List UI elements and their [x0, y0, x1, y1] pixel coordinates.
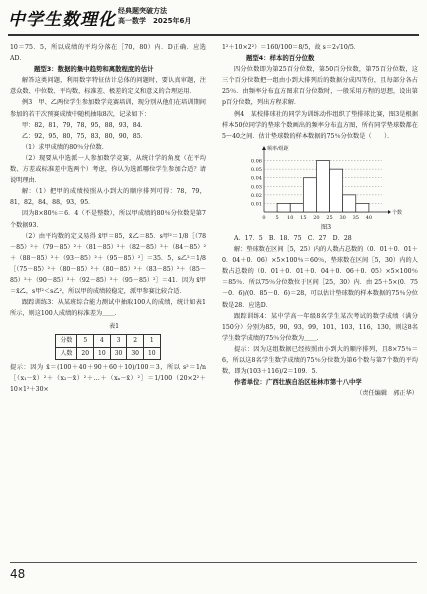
table-cell: 3: [110, 335, 127, 347]
exercise-paragraph: 跟踪训练4：某中学高一年级8名学生某次考试的数学成绩（满分150分）分别为85，90，93，99，101，103，116，130，则这8名学生数学成绩的75％分位数为＿＿．: [222, 312, 418, 342]
table-cell: 1: [143, 335, 160, 347]
table-caption: 表1: [108, 323, 120, 331]
table-cell: 20: [77, 347, 94, 359]
data-line: 甲：82，81，79，78，95，88，93，84．: [22, 121, 147, 129]
author-affiliation: 作者单位：广西壮族自治区桂林市第十八中学: [234, 378, 362, 387]
footer-rule: [10, 562, 417, 563]
table-cell: 10: [143, 347, 160, 359]
section-heading: 题型4：样本的百分位数: [246, 54, 315, 63]
page-header: [0, 0, 427, 38]
hint-paragraph: 提示：因为这组数据已经按照由小到大的顺序排列，且8×75％＝6，所以这8名学生数学成绩的75％分位数为第6个数与第7个数的平均数，即为(103＋116)/2＝109．5．: [222, 345, 418, 376]
x-tick-label: 30: [339, 214, 346, 221]
x-tick-label: 5: [275, 214, 279, 221]
solution-paragraph: 解：垫球数在区间［5，25）内的人数占总数的（0．01＋0．01＋0．04＋0．06）×5×100％＝60％，垫球数在区间［5，30）内的人数占总数的（0．01＋0．01＋0．04＋0．06＋0．05）×5×100％＝85％．所以75％分位数位于区间［25，30）内．由 25＋5×(0．75－0．6)/(0．85－0．6)＝28，可以估计垫球数的样本数据的75％分位数是28．应选D．: [222, 246, 418, 309]
histogram-bar: [316, 160, 329, 211]
x-tick-label: 40: [365, 214, 373, 221]
histogram-chart: [242, 144, 403, 222]
table-cell: 30: [127, 347, 144, 359]
x-axis-arrow: [388, 210, 391, 214]
question-line: （1）求甲成绩的80％分位数．: [22, 143, 109, 151]
data-line: 乙：92，95，80，75，83，80，90，85．: [22, 132, 147, 140]
y-tick-label: 0.02: [250, 192, 262, 199]
paragraph: 解答这类问题，利用数字特征估计总体的问题时，要认真审题，注意众数、中位数、平均数、标准差、极差的定义和意义的合理运用．: [10, 77, 206, 96]
figure-caption: 图3: [320, 223, 332, 231]
hint-paragraph: 提示：因为 x̄＝(100＋40＋90＋60＋10)/100＝3，所以 s²＝1/n［（x₁－x̄）²＋（x₂－x̄）²＋…＋（xₙ－x̄）²］＝1/100（20×2²＋10×1²＋30×: [10, 363, 206, 393]
answer-choices: A．17．5 B．18．75 C．27 D．28: [234, 234, 352, 242]
histogram-figure: [242, 144, 403, 222]
histogram-bar: [303, 178, 316, 212]
y-tick-label: 0.01: [250, 201, 262, 208]
histogram-bar: [343, 195, 356, 212]
journal-logo: 中学生数理化: [8, 10, 116, 30]
table-row: [56, 335, 160, 347]
table-cell: 10: [94, 347, 111, 359]
exercise-paragraph: 跟踪训练3：从某班综合能力测试中抽取100人的成绩，统计如表1所示，则这100人成绩的标准差为＿＿．: [10, 299, 206, 318]
x-tick-label: 10: [287, 214, 294, 221]
header-rule: [8, 34, 419, 36]
table-cell: 5: [77, 335, 94, 347]
editor-credit: （责任编辑 郭正华）: [356, 390, 418, 398]
x-axis-label: 个数: [392, 209, 403, 216]
y-tick-label: 0.05: [250, 166, 262, 173]
table-cell: 2: [127, 335, 144, 347]
x-tick-label: 35: [352, 214, 359, 221]
histogram-bar: [290, 203, 303, 212]
solution-paragraph: 因为8×80％＝6．4（不是整数），所以甲成绩的80％分位数是第7个数据93．: [10, 210, 206, 229]
histogram-bar: [330, 169, 343, 212]
header-column-name: 经典题突破方法: [118, 7, 167, 15]
solution-paragraph: （2）由平均数的定义易得 x̄甲＝85，x̄乙＝85．s甲²＝1/8［（78－85）²＋（79－85）²＋（81－85）²＋（82－85）²＋（84－85）²＋（88－85）²＋（93－85）²＋（95－85）²］＝35．5，s乙²＝1/8［（75－85）²＋（80－85）²＋（80－85）²＋（83－85）²＋（85－85）²＋（90－85）²＋（92－85）²＋（95－85）²］＝41．因为 x̄甲＝x̄乙，s甲²＜s乙²，所以甲的成绩较稳定，派甲参赛比较合适．: [10, 232, 206, 296]
solution-paragraph: 解：（1）把甲的成绩按照从小到大的顺序排列可得：78，79，81，82，84，88，93，95．: [10, 188, 206, 207]
header-tagline: [118, 6, 191, 26]
right-column: [222, 42, 418, 399]
x-tick-label: 0: [262, 214, 266, 221]
table-cell: 30: [110, 347, 127, 359]
table-cell: 分数: [56, 335, 77, 347]
x-tick-label: 20: [313, 214, 320, 221]
histogram-bar: [356, 203, 369, 212]
histogram-bar: [277, 203, 290, 212]
example-paragraph: 例4 某校排球社的同学为训练动作组织了垫排球比赛，图3是根据样本50位同学的垫球个数画出的频率分布直方图，所有同学垫球数都在5～40之间．估计垫球数的样本数据的75％分位数是（ ）．: [222, 110, 418, 140]
left-column: [10, 42, 206, 395]
table-cell: 4: [94, 335, 111, 347]
y-tick-label: 0.04: [250, 175, 262, 182]
section-heading: 题型3：数据的集中趋势和离散程度的估计: [34, 65, 154, 74]
y-axis-arrow: [262, 146, 266, 150]
header-issue: 高一数学 2025年6月: [118, 17, 192, 25]
table-cell: 人数: [56, 347, 77, 359]
paragraph: 10＝75．5，所以成绩的平均分落在［70，80）内．D正确．应选AD．: [10, 44, 206, 63]
y-tick-label: 0.06: [250, 158, 262, 165]
x-tick-label: 25: [326, 214, 333, 221]
paragraph: 四分位数即为第25百分位数，第50百分位数，第75百分位数，这三个百分位数把一组由小到大排列后的数据分成四等份，且每部分各占25％．由频率分布直方图求百分位数时，一般采用方程的思想，设出第p百分位数，列出方程求解．: [222, 66, 418, 107]
question-line: （2）现要从中选派一人参加数学竞赛，从统计学的角度（在平均数、方差或标准差中选两个）考虑，你认为选派哪位学生参加合适？请说明理由．: [10, 154, 206, 185]
example-paragraph: 例3 甲、乙两位学生参加数学竞赛培训，现分别从他们在培训期间参加的若干次预赛成绩中随机抽取8次，记录如下：: [10, 99, 206, 118]
y-axis-label: 频率/组距: [267, 145, 289, 152]
paragraph: 1²＋10×2²）＝160/100＝8/5，故 s＝2√10/5．: [222, 44, 360, 51]
y-tick-label: 0.03: [250, 184, 262, 191]
table-block: [10, 321, 206, 359]
table-row: [56, 347, 160, 359]
x-tick-label: 15: [300, 214, 307, 221]
page-number: 48: [10, 567, 26, 581]
score-table: [55, 334, 160, 359]
